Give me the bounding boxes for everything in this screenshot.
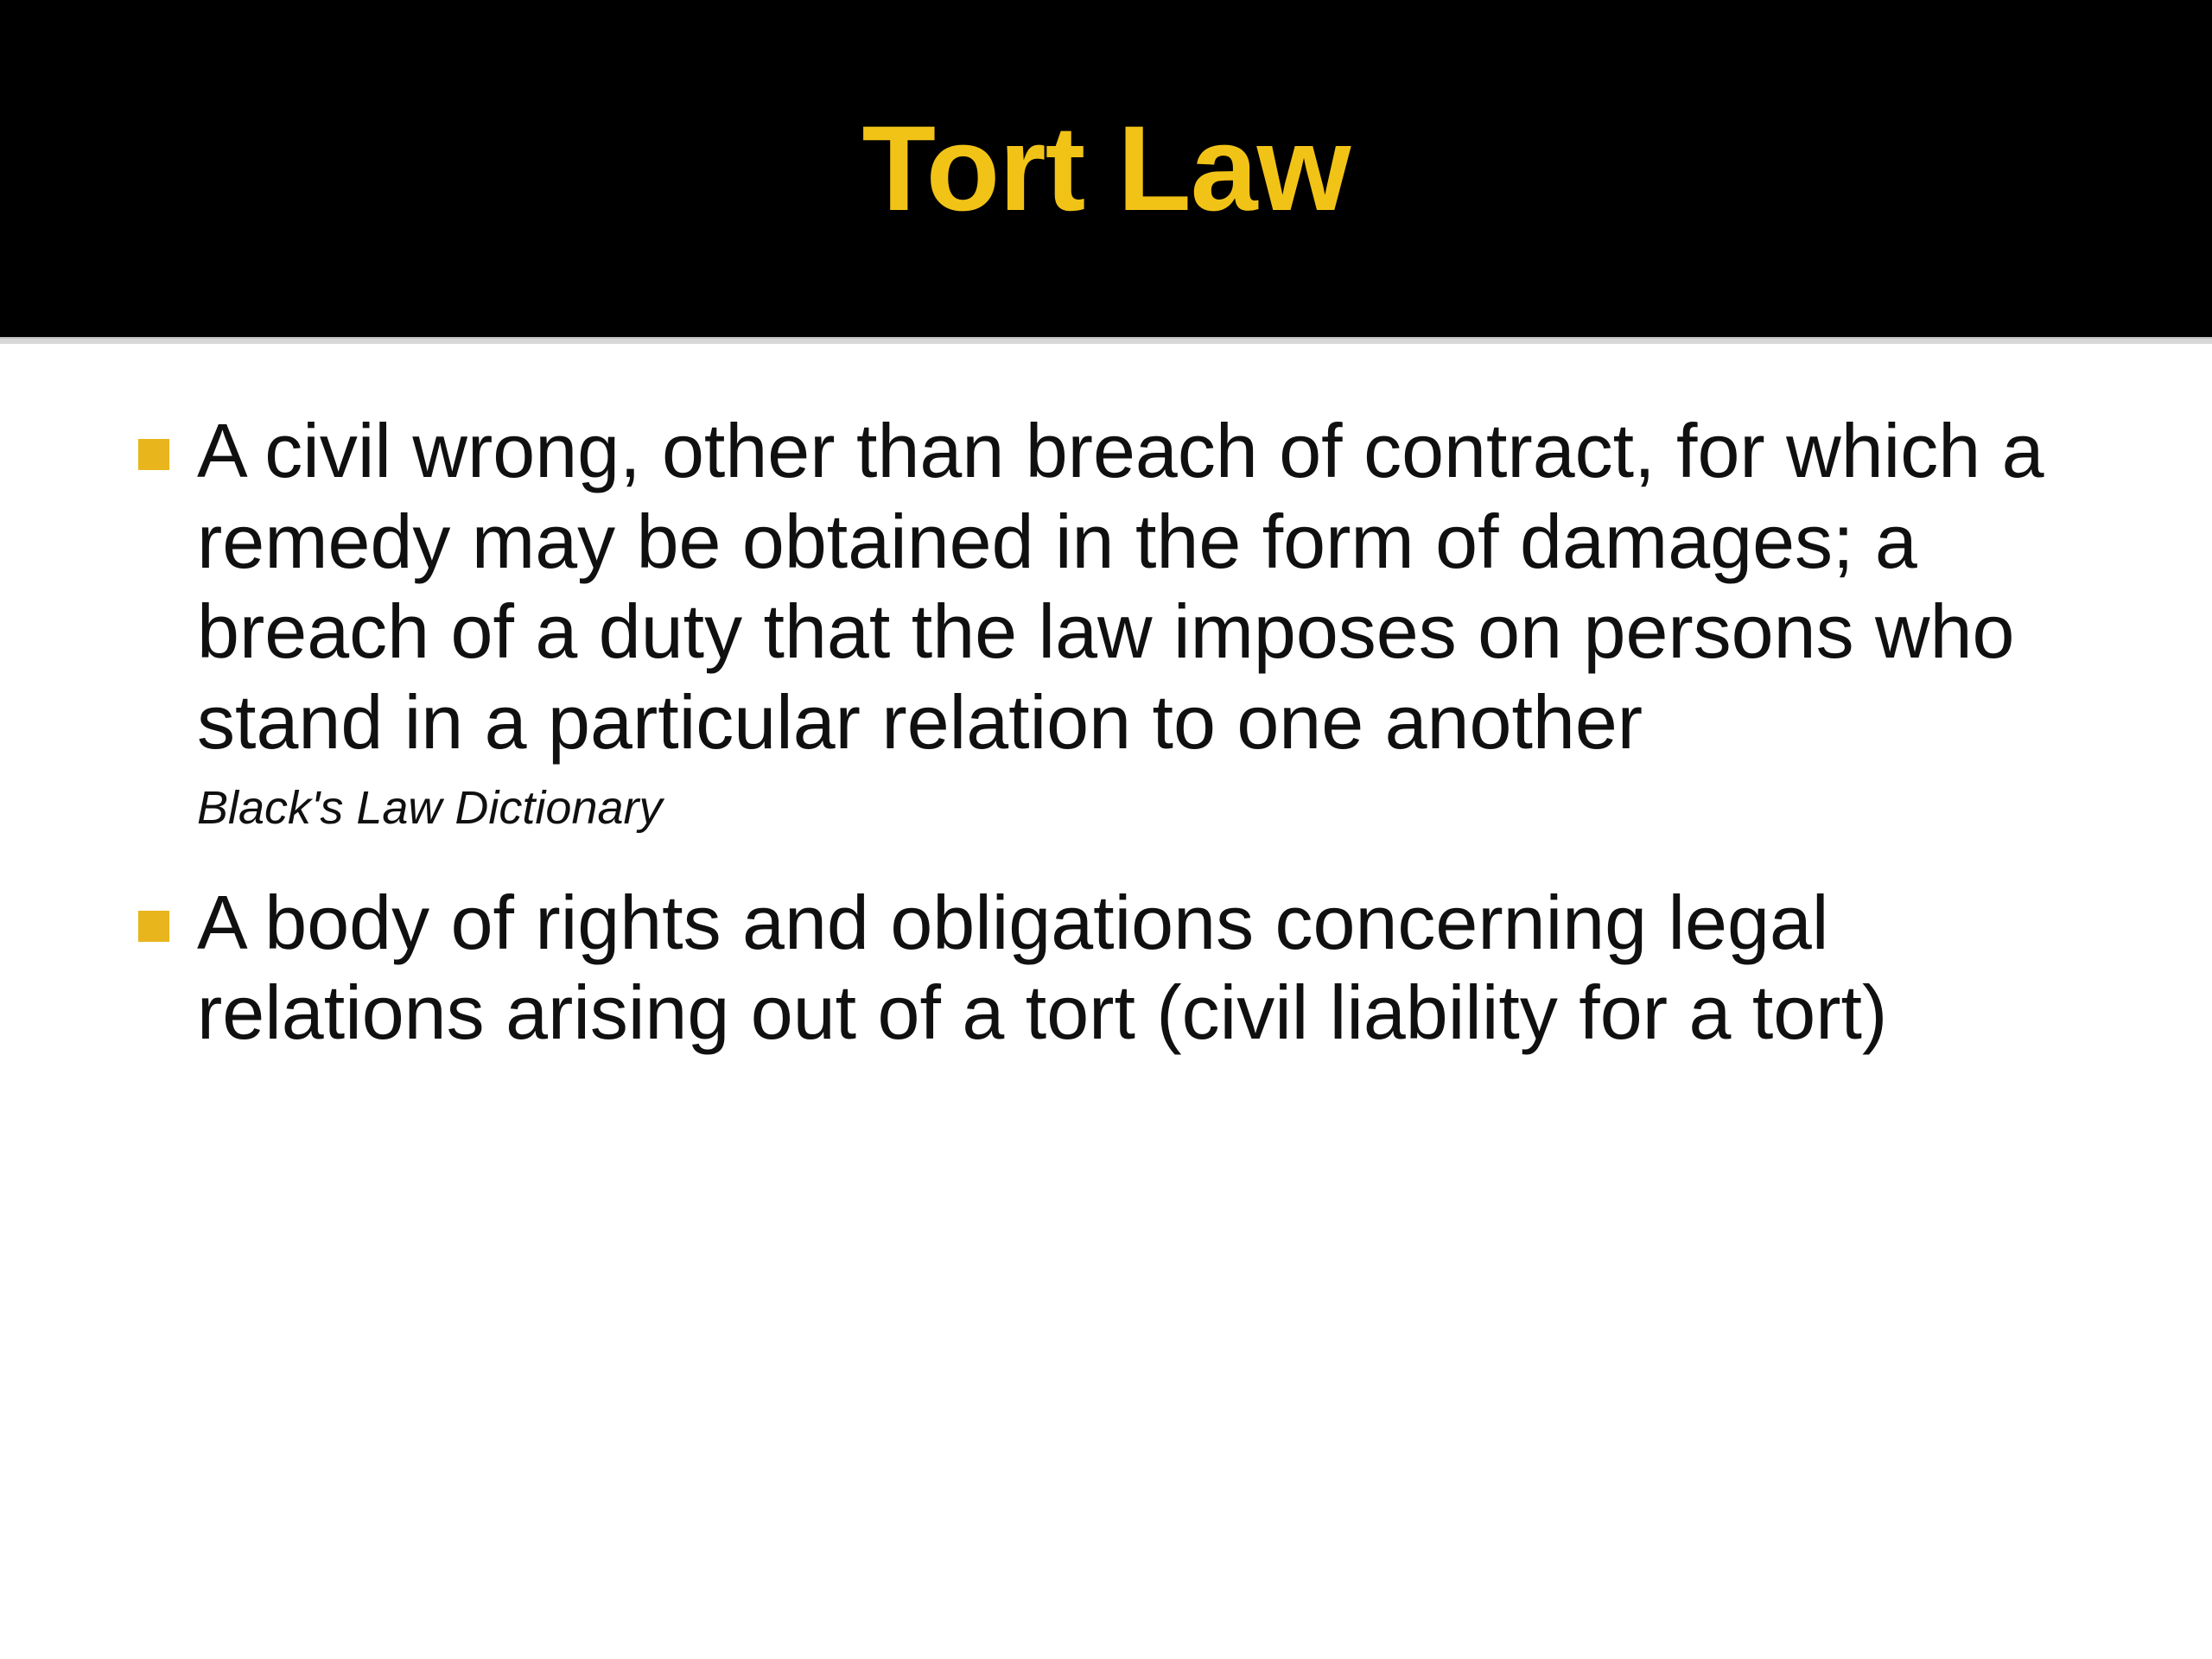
square-bullet-icon [138,439,169,470]
bullet-text: A civil wrong, other than breach of contract, for which a remedy may be obtained in the form of damages; a breach of a duty that the law imposes on persons who stand in a particular relation to one another [197,408,2044,766]
list-item-content [197,878,2108,1058]
page-title: Tort Law [861,100,1351,236]
list-item [138,406,2108,836]
list-item [138,878,2108,1058]
list-item-content [197,406,2108,836]
bullet-text: A body of rights and obligations concerning legal relations arising out of a tort (civil liability for a tort) [197,879,1888,1056]
bullet-citation: Black's Law Dictionary [197,781,663,834]
slide-title-bar [0,0,2212,337]
title-divider [0,337,2212,344]
list-spacer [138,855,2108,878]
slide-body [0,406,2212,1077]
square-bullet-icon [138,911,169,942]
